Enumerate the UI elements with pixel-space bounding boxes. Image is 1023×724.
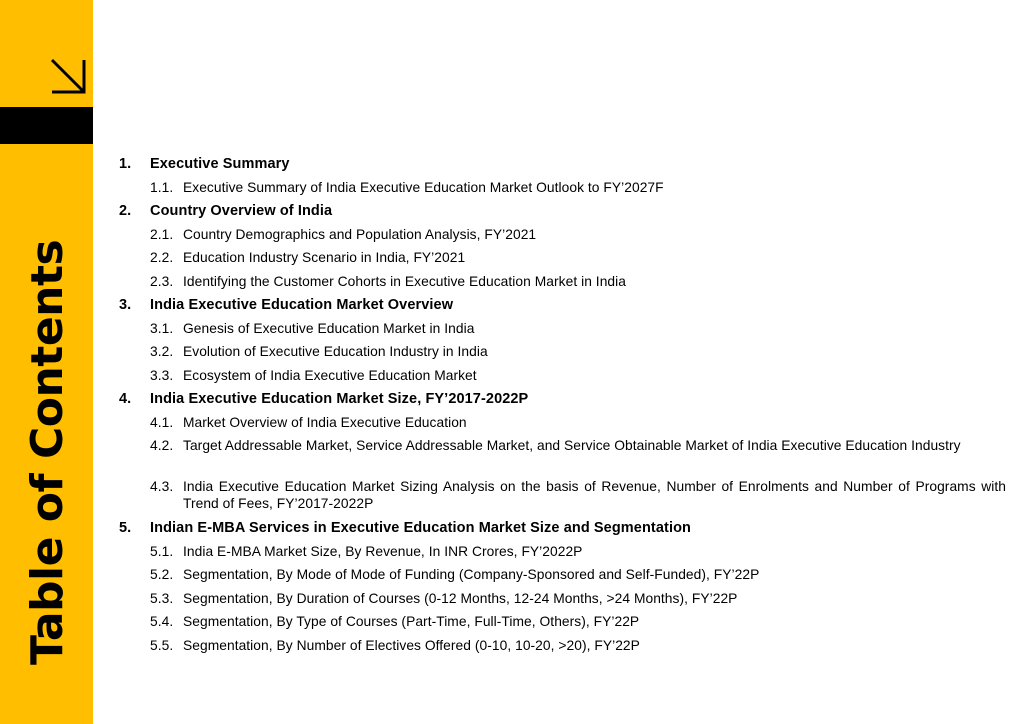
toc-item[interactable]: [119, 543, 1006, 567]
section-number: 5.: [119, 520, 132, 536]
section-title: India Executive Education Market Size, FY’2017-2022P: [150, 391, 529, 407]
toc-item[interactable]: [119, 590, 1006, 614]
toc-item[interactable]: [119, 478, 1006, 519]
item-number: 4.1.: [150, 414, 174, 430]
section-number: 2.: [119, 203, 132, 219]
item-text: Evolution of Executive Education Industry in India: [183, 344, 488, 359]
item-text: Genesis of Executive Education Market in India: [183, 320, 475, 336]
section-number: 4.: [119, 391, 132, 407]
item-number: 2.1.: [150, 226, 174, 242]
toc-item[interactable]: [119, 437, 1006, 478]
toc-item[interactable]: [119, 613, 1006, 637]
item-number: 5.5.: [150, 637, 174, 653]
item-text: Country Demographics and Population Analysis, FY’2021: [183, 226, 537, 242]
toc-item[interactable]: [119, 273, 1006, 297]
item-text: Market Overview of India Executive Education: [183, 414, 467, 430]
table-of-contents: [119, 155, 1006, 660]
item-number: 5.1.: [150, 543, 174, 559]
toc-item[interactable]: [119, 367, 1006, 391]
item-number: 3.3.: [150, 367, 174, 383]
toc-item[interactable]: [119, 637, 1006, 661]
item-text: Target Addressable Market, Service Addressable Market, and Service Obtainable Market of India Executive Education Industry: [183, 438, 961, 453]
toc-section[interactable]: [119, 519, 1006, 543]
section-title: Country Overview of India: [150, 203, 333, 219]
toc-item[interactable]: [119, 566, 1006, 590]
toc-item[interactable]: [119, 343, 1006, 367]
section-number: 3.: [119, 297, 132, 313]
item-number: 5.3.: [150, 590, 174, 606]
toc-item[interactable]: [119, 179, 1006, 203]
item-number: 2.2.: [150, 250, 174, 265]
item-number: 5.2.: [150, 567, 174, 582]
item-text: India E-MBA Market Size, By Revenue, In INR Crores, FY’2022P: [183, 543, 583, 559]
item-text: Segmentation, By Mode of Mode of Funding (Company-Sponsored and Self-Funded), FY’22P: [183, 567, 760, 582]
toc-section[interactable]: [119, 296, 1006, 320]
item-number: 2.3.: [150, 273, 174, 289]
item-number: 1.1.: [150, 179, 174, 195]
section-number: 1.: [119, 156, 132, 172]
toc-section[interactable]: [119, 390, 1006, 414]
section-title: Executive Summary: [150, 156, 290, 172]
item-text: Segmentation, By Type of Courses (Part-Time, Full-Time, Others), FY’22P: [183, 614, 640, 629]
item-text: Identifying the Customer Cohorts in Executive Education Market in India: [183, 273, 626, 289]
toc-item[interactable]: [119, 320, 1006, 344]
toc-item[interactable]: [119, 249, 1006, 273]
item-number: 4.2.: [150, 438, 174, 453]
item-number: 3.2.: [150, 344, 174, 359]
section-title: India Executive Education Market Overview: [150, 297, 454, 313]
item-text: Segmentation, By Number of Electives Offered (0-10, 10-20, >20), FY’22P: [183, 637, 640, 653]
sidebar-black-bar: [0, 107, 93, 144]
section-title: Indian E-MBA Services in Executive Education Market Size and Segmentation: [150, 520, 691, 536]
toc-section[interactable]: [119, 202, 1006, 226]
toc-section[interactable]: [119, 155, 1006, 179]
toc-item[interactable]: [119, 226, 1006, 250]
item-text: Ecosystem of India Executive Education Market: [183, 367, 477, 383]
item-number: 4.3.: [150, 479, 174, 494]
item-text: Executive Summary of India Executive Education Market Outlook to FY’2027F: [183, 179, 664, 195]
item-number: 3.1.: [150, 320, 174, 336]
item-text: India Executive Education Market Sizing Analysis on the basis of Revenue, Number of Enrolments and Number of Programs with Trend of Fees, FY’2017-2022P: [183, 479, 1006, 511]
item-text: Segmentation, By Duration of Courses (0-12 Months, 12-24 Months, >24 Months), FY’22P: [183, 590, 738, 606]
arrow-down-right-icon: [49, 57, 87, 95]
item-text: Education Industry Scenario in India, FY’2021: [183, 250, 466, 265]
page-title: Table of Contents: [22, 239, 73, 665]
item-number: 5.4.: [150, 614, 174, 629]
toc-item[interactable]: [119, 414, 1006, 438]
